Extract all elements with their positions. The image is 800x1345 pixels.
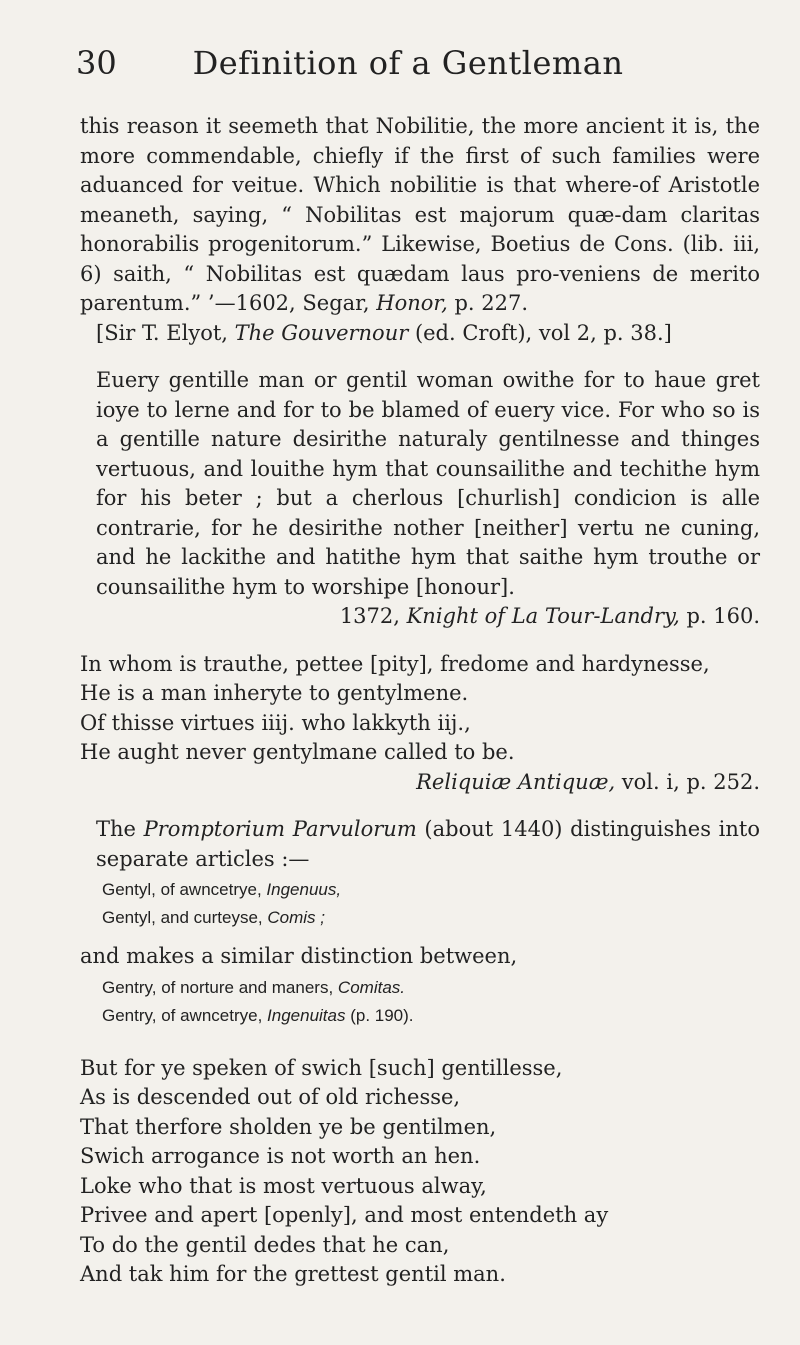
verse-reliquiae xyxy=(80,650,760,798)
reliquiae-citation: Reliquiæ Antiquæ, vol. i, p. 252. xyxy=(416,769,760,794)
entry-line: Gentyl, and curteyse, Comis ; xyxy=(102,908,325,927)
page-number: 30 xyxy=(76,44,117,82)
paragraph-tour-landry xyxy=(80,366,760,632)
entry-line: Gentry, of awncetrye, Ingenuitas (p. 190). xyxy=(102,1005,414,1025)
verse-line: In whom is trauthe, pettee [pity], fredome and hardynesse, xyxy=(80,651,710,676)
verse-chaucer xyxy=(80,1054,760,1290)
verse-line: And tak him for the grettest gentil man. xyxy=(80,1262,506,1286)
verse-line: But for ye speken of swich [such] gentillesse, xyxy=(80,1055,563,1080)
verse-line: Swich arrogance is not worth an hen. xyxy=(80,1144,481,1168)
paragraph-promptorium xyxy=(80,815,760,930)
running-title: Definition of a Gentleman xyxy=(192,44,624,82)
page-header xyxy=(76,44,740,94)
tour-landry-text: Euery gentille man or gentil woman owithe for to haue gret ioye to lerne and for to be blamed of euery vice. For who so is a gentille nature desirithe naturaly gentilnesse and thinges vertuous, and louithe hym that counsailithe and techithe hym for his beter ; but a cherlous [churlish] condicion is alle contrarie, for he desirithe nother [neither] vertu ne cuning, and he lackithe and hatithe hym that saithe hym trouthe or counsailithe hym to worshipe [honour]. xyxy=(96,368,760,599)
elyot-reference: [Sir T. Elyot, The Gouvernour (ed. Croft), vol 2, p. 38.] xyxy=(96,320,672,345)
verse-line: Privee and apert [openly], and most entendeth ay xyxy=(80,1203,609,1227)
tour-landry-citation: 1372, Knight of La Tour-Landry, p. 160. xyxy=(339,604,760,628)
verse-line: Loke who that is most vertuous alway, xyxy=(80,1173,487,1198)
verse-line: That therfore sholden ye be gentilmen, xyxy=(80,1114,497,1139)
entry-line: Gentry, of norture and maners, Comitas. xyxy=(102,977,405,997)
distinction-text: and makes a similar distinction between, xyxy=(80,944,518,968)
verse-line: Of thisse virtues iiij. who lakkyth iij., xyxy=(80,710,471,735)
distinction-entries xyxy=(80,976,760,1028)
verse-line: He is a man inheryte to gentylmene. xyxy=(80,681,469,705)
promptorium-text: The Promptorium Parvulorum (about 1440) distinguishes into separate articles :— xyxy=(96,817,760,871)
segar-text: this reason it seemeth that Nobilitie, the more ancient it is, the more commendable, chiefly if the first of such families were aduanced for veitue. Which nobilitie is that where-of Aristotle meaneth, saying, “ Nobilitas est majorum quæ-dam claritas honorabilis progenitorum.” Likewise, Boetius de Cons. (lib. iii, 6) saith, “ Nobilitas est quædam laus pro-veniens de merito parentum.” ’—1602, Segar, Honor, p. 227. xyxy=(80,114,760,315)
paragraph-distinction xyxy=(80,942,760,1028)
entry-line: Gentyl, of awncetrye, Ingenuus, xyxy=(102,880,342,899)
verse-line: To do the gentil dedes that he can, xyxy=(80,1232,450,1257)
page-body xyxy=(80,112,760,1290)
promptorium-entries xyxy=(80,878,760,930)
verse-line: He aught never gentylmane called to be. xyxy=(80,740,515,764)
verse-line: As is descended out of old richesse, xyxy=(80,1085,461,1109)
paragraph-segar xyxy=(80,112,760,348)
